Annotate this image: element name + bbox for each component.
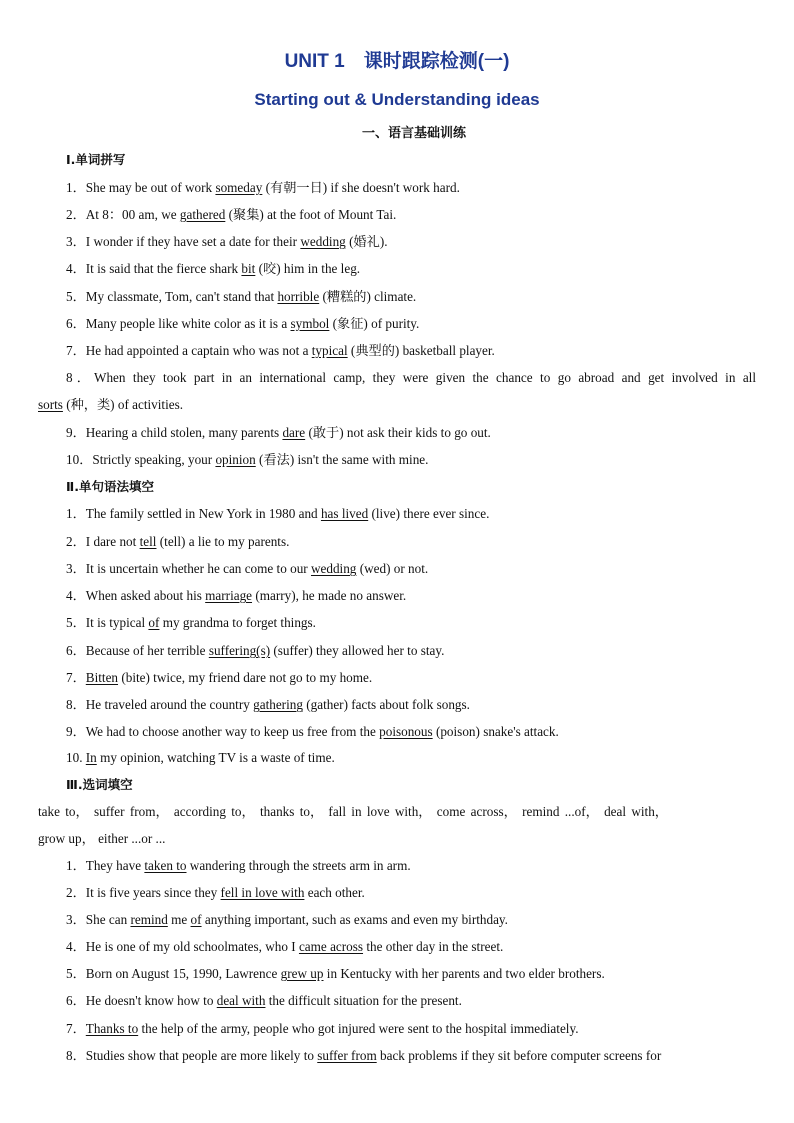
answer-blank: wedding <box>310 561 357 576</box>
question-number: 8． <box>66 697 86 712</box>
question-text: (糟糕的) climate. <box>319 289 417 304</box>
question-text: (婚礼). <box>345 234 388 249</box>
question-text: The family settled in New York in 1980 and <box>85 506 321 521</box>
question-text: (咬) him in the leg. <box>255 261 361 276</box>
question-number: 3． <box>66 561 86 576</box>
question-text: (聚集) at the foot of Mount Tai. <box>225 207 397 222</box>
question-number: 2． <box>66 207 86 222</box>
answer-blank: of <box>190 912 202 927</box>
page-title: UNIT 1 课时跟踪检测(一) <box>284 51 510 72</box>
question-text: (gather) facts about folk songs. <box>302 697 470 712</box>
question-item <box>66 696 470 714</box>
question-text: Many people like white color as it is a <box>85 316 291 331</box>
question-item <box>66 260 360 278</box>
question-text: (看法) isn't the same with mine. <box>255 452 429 467</box>
part3-heading: Ⅲ.选词填空 <box>66 777 133 792</box>
question-item <box>66 505 489 523</box>
question-number: 1． <box>66 180 86 195</box>
question-number: 4． <box>66 939 86 954</box>
question-item <box>66 179 460 197</box>
question-text: She can <box>85 912 131 927</box>
question-text: He traveled around the country <box>85 697 254 712</box>
word-bank-line: grow up， either ...or ... <box>38 831 166 846</box>
question-text: I dare not <box>85 534 140 549</box>
question-item <box>66 723 559 741</box>
question-text: Because of her terrible <box>85 643 209 658</box>
question-text: me <box>167 912 191 927</box>
answer-blank: opinion <box>215 452 256 467</box>
question-number: 6． <box>66 316 86 331</box>
question-text: wandering through the streets arm in arm. <box>186 858 411 873</box>
question-text: When they took part in an international camp, they were given the chance to go abroad and get involved in all <box>94 370 757 385</box>
answer-blank: horrible <box>277 289 320 304</box>
question-item <box>66 233 388 251</box>
question-item <box>66 587 406 605</box>
question-number: 5． <box>66 615 86 630</box>
answer-blank: gathered <box>179 207 226 222</box>
question-text: my grandma to forget things. <box>159 615 316 630</box>
question-text: (marry), he made no answer. <box>252 588 407 603</box>
question-text: It is uncertain whether he can come to our <box>85 561 311 576</box>
question-text: He doesn't know how to <box>85 993 217 1008</box>
question-text: Strictly speaking, your <box>92 452 216 467</box>
answer-blank: dare <box>282 425 306 440</box>
question-item <box>66 206 396 224</box>
question-text: At 8：00 am, we <box>85 207 180 222</box>
question-text: Born on August 15, 1990, Lawrence <box>85 966 281 981</box>
question-text: I wonder if they have set a date for their <box>85 234 301 249</box>
question-number: 3． <box>66 912 86 927</box>
section-heading: 一、语言基础训练 <box>361 126 466 141</box>
question-number: 10. <box>66 750 86 765</box>
answer-blank: deal with <box>216 993 266 1008</box>
question-item <box>66 992 462 1010</box>
answer-blank: symbol <box>290 316 330 331</box>
question-number: 7． <box>66 670 86 685</box>
question-text: anything important, such as exams and even my birthday. <box>201 912 508 927</box>
question-number: 2． <box>66 534 86 549</box>
answer-blank: of <box>148 615 160 630</box>
question-item <box>66 965 605 983</box>
question-item <box>66 642 444 660</box>
question-text: the other day in the street. <box>363 939 504 954</box>
question-text: (wed) or not. <box>356 561 429 576</box>
question-text: My classmate, Tom, can't stand that <box>85 289 278 304</box>
answer-blank: marriage <box>205 588 253 603</box>
question-item <box>66 451 428 469</box>
question-text: (种，类) of activities. <box>62 397 184 412</box>
question-number: 7． <box>66 1021 86 1036</box>
question-text: the difficult situation for the present. <box>265 993 462 1008</box>
question-text: Studies show that people are more likely to <box>85 1048 318 1063</box>
question-text: (有朝一日) if she doesn't work hard. <box>262 180 460 195</box>
question-text: (tell) a lie to my parents. <box>156 534 290 549</box>
question-number: 3． <box>66 234 86 249</box>
part1-heading: Ⅰ.单词拼写 <box>66 152 126 167</box>
question-text: He is one of my old schoolmates, who I <box>85 939 299 954</box>
question-item <box>66 288 416 306</box>
answer-blank: grew up <box>280 966 324 981</box>
question-number: 6． <box>66 643 86 658</box>
question-number: 1． <box>66 858 86 873</box>
question-number: 5． <box>66 289 86 304</box>
answer-blank: tell <box>139 534 157 549</box>
question-text: back problems if they sit before computer screens for <box>376 1048 662 1063</box>
question-item <box>66 857 411 875</box>
question-text: (poison) snake's attack. <box>432 724 559 739</box>
answer-blank: fell in love with <box>220 885 305 900</box>
answer-blank: poisonous <box>379 724 433 739</box>
question-number: 4． <box>66 261 86 276</box>
question-text: When asked about his <box>85 588 206 603</box>
question-text: He had appointed a captain who was not a <box>85 343 312 358</box>
question-item <box>66 749 335 767</box>
question-item <box>66 1047 661 1065</box>
answer-blank: bit <box>241 261 256 276</box>
answer-blank: Bitten <box>85 670 119 685</box>
question-item <box>66 533 289 551</box>
question-text: We had to choose another way to keep us free from the <box>85 724 380 739</box>
answer-blank: In <box>85 750 97 765</box>
answer-blank: gathering <box>253 697 303 712</box>
question-text: It is five years since they <box>85 885 221 900</box>
answer-blank: remind <box>130 912 168 927</box>
answer-blank: typical <box>311 343 348 358</box>
question-number: 9． <box>66 425 86 440</box>
question-text: my opinion, watching TV is a waste of time. <box>96 750 335 765</box>
question-item <box>66 424 491 442</box>
question-item <box>66 884 365 902</box>
question-item <box>66 342 495 360</box>
answer-blank: sorts <box>38 397 63 412</box>
question-text: They have <box>85 858 145 873</box>
question-text: (suffer) they allowed her to stay. <box>270 643 445 658</box>
question-item <box>38 396 183 414</box>
question-number: 9． <box>66 724 86 739</box>
question-text: (典型的) basketball player. <box>347 343 495 358</box>
page-subtitle: Starting out & Understanding ideas <box>254 90 540 109</box>
question-number: 10． <box>66 452 93 467</box>
answer-blank: someday <box>215 180 263 195</box>
answer-blank: came across <box>298 939 364 954</box>
question-text: (bite) twice, my friend dare not go to my home. <box>118 670 373 685</box>
question-number: 4． <box>66 588 86 603</box>
question-item <box>66 560 428 578</box>
question-item <box>66 315 419 333</box>
question-number: 8． <box>66 1048 86 1063</box>
question-text: the help of the army, people who got injured were sent to the hospital immediately. <box>138 1021 579 1036</box>
question-text: She may be out of work <box>85 180 216 195</box>
answer-blank: wedding <box>300 234 346 249</box>
question-item <box>66 614 316 632</box>
question-text: each other. <box>304 885 365 900</box>
answer-blank: suffer from <box>317 1048 377 1063</box>
question-text: (live) there ever since. <box>368 506 490 521</box>
answer-blank: taken to <box>144 858 187 873</box>
question-number: 6． <box>66 993 86 1008</box>
question-number: 1． <box>66 506 86 521</box>
part2-heading: Ⅱ.单句语法填空 <box>66 479 154 494</box>
question-text: Hearing a child stolen, many parents <box>85 425 283 440</box>
word-bank-line: take to， suffer from， according to， thanks to， fall in love with， come across， remind ...of， deal with， <box>38 804 668 819</box>
question-number: 8． <box>66 370 95 385</box>
question-text: It is said that the fierce shark <box>85 261 242 276</box>
answer-blank: suffering(s) <box>208 643 271 658</box>
question-number: 5． <box>66 966 86 981</box>
question-item <box>66 669 372 687</box>
question-item <box>66 1020 579 1038</box>
question-number: 2． <box>66 885 86 900</box>
question-number: 7． <box>66 343 86 358</box>
question-text: It is typical <box>85 615 149 630</box>
question-item <box>66 369 756 387</box>
question-text: in Kentucky with her parents and two elder brothers. <box>323 966 605 981</box>
question-item <box>66 911 508 929</box>
question-text: (象征) of purity. <box>329 316 420 331</box>
answer-blank: Thanks to <box>85 1021 139 1036</box>
answer-blank: has lived <box>320 506 369 521</box>
question-item <box>66 938 503 956</box>
question-text: (敢于) not ask their kids to go out. <box>305 425 491 440</box>
